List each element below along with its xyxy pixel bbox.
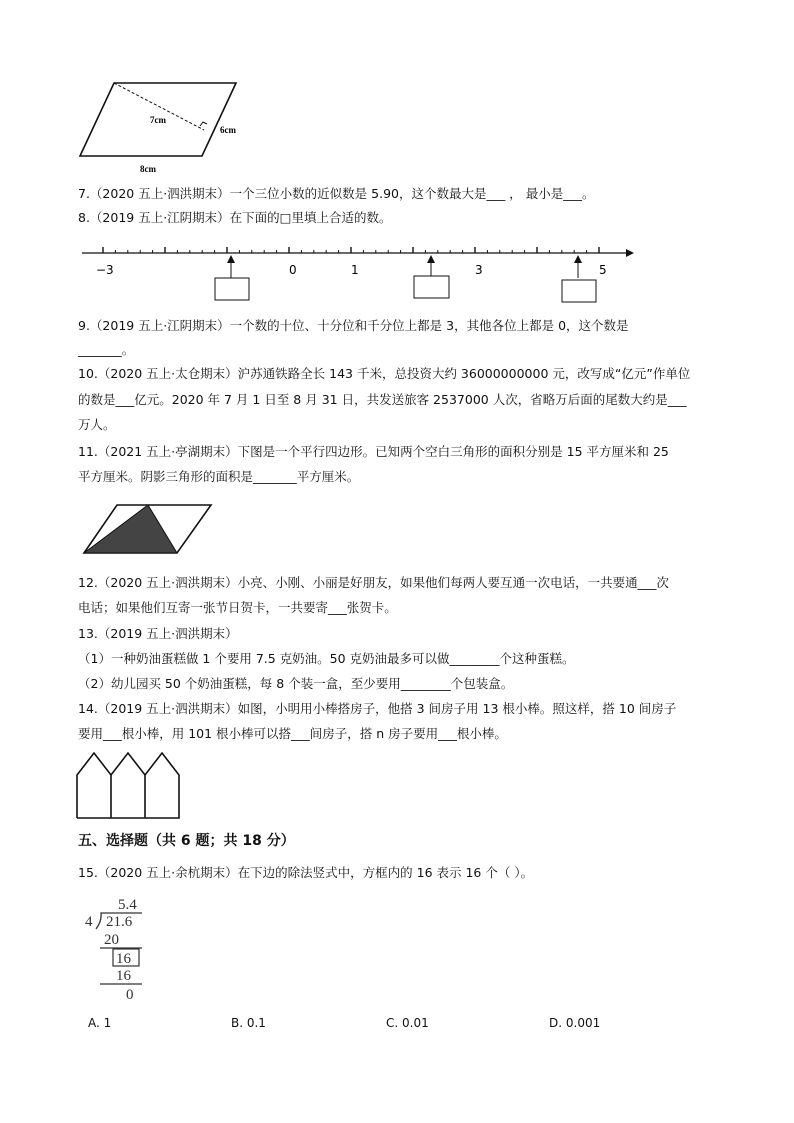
question-12-line-2: 电话；如果他们互寄一张节日贺卡，一共要寄___张贺卡。 xyxy=(78,600,397,615)
question-13-part-1: （1）一种奶油蛋糕做 1 个要用 7.5 克奶油。50 克奶油最多可以做________个这种蛋糕。 xyxy=(78,651,575,666)
right-angle-mark xyxy=(200,122,207,126)
question-12-line-1: 12.（2020 五上·泗洪期末）小亮、小刚、小丽是好朋友，如果他们每两人要互通一次电话，一共要通___次 xyxy=(78,575,669,590)
tick-label-0: 0 xyxy=(289,263,297,277)
divisor: 4 xyxy=(85,914,93,930)
shaded-parallelogram-figure xyxy=(80,502,220,557)
answer-box-2[interactable] xyxy=(414,276,449,298)
parallelogram-figure xyxy=(70,78,270,178)
choice-c[interactable]: C. 0.01 xyxy=(386,1016,429,1030)
choice-d[interactable]: D. 0.001 xyxy=(549,1016,601,1030)
choice-b[interactable]: B. 0.1 xyxy=(231,1016,266,1030)
long-division-figure xyxy=(82,893,162,1005)
question-10-line-2: 的数是___亿元。2020 年 7 月 1 日至 8 月 31 日，共发送旅客 2537000 人次，省略万后面的尾数大约是___ xyxy=(78,392,687,407)
label-diagonal: 7cm xyxy=(150,115,166,125)
boxed-number: 16 xyxy=(116,951,131,967)
tick-marks xyxy=(103,247,599,253)
quotient: 5.4 xyxy=(118,897,137,913)
question-11-line-2: 平方厘米。阴影三角形的面积是_______平方厘米。 xyxy=(78,469,360,484)
dividend: 21.6 xyxy=(106,914,133,930)
subtract-step-1: 20 xyxy=(104,932,119,948)
label-base: 8cm xyxy=(140,164,156,174)
question-9-line-1: 9.（2019 五上·江阴期末）一个数的十位、十分位和千分位上都是 3，其他各位上都是 0，这个数是 xyxy=(78,318,629,333)
question-7: 7.（2020 五上·泗洪期末）一个三位小数的近似数是 5.90，这个数最大是___ ， 最小是___。 xyxy=(78,186,595,201)
number-line xyxy=(78,236,638,308)
tick-label-neg3: −3 xyxy=(96,263,114,277)
answer-arrow-1 xyxy=(227,255,235,278)
choice-a[interactable]: A. 1 xyxy=(88,1016,112,1030)
question-10-line-3: 万人。 xyxy=(78,417,116,432)
question-10-line-1: 10.（2020 五上·太仓期末）沪苏通铁路全长 143 千米，总投资大约 36000000000 元，改写成“亿元”作单位 xyxy=(78,366,691,381)
section-5-heading: 五、选择题（共 6 题；共 18 分） xyxy=(78,833,295,849)
question-8: 8.（2019 五上·江阴期末）在下面的□里填上合适的数。 xyxy=(78,210,392,225)
question-13-part-2: （2）幼儿园买 50 个奶油蛋糕，每 8 个装一盒，至少要用________个包装盒。 xyxy=(78,676,514,691)
answer-arrow-2 xyxy=(427,255,435,278)
answer-arrow-3 xyxy=(574,255,582,278)
question-13-title: 13.（2019 五上·泗洪期末） xyxy=(78,626,238,641)
arrowhead-icon xyxy=(626,249,634,257)
tick-label-1: 1 xyxy=(351,263,359,277)
subtract-step-2: 16 xyxy=(116,968,131,984)
tick-label-3: 3 xyxy=(475,263,483,277)
remainder: 0 xyxy=(126,987,134,1003)
stick-houses xyxy=(77,753,179,818)
stick-houses-figure xyxy=(74,750,189,822)
question-14-line-2: 要用___根小棒，用 101 根小棒可以搭___间房子，搭 n 房子要用___根小棒。 xyxy=(78,726,507,741)
question-15: 15.（2020 五上·余杭期末）在下边的除法竖式中，方框内的 16 表示 16 个（ ）。 xyxy=(78,865,534,880)
question-9-line-2: _______。 xyxy=(78,342,135,357)
answer-box-1[interactable] xyxy=(215,278,249,300)
tick-label-5: 5 xyxy=(599,263,607,277)
question-14-line-1: 14.（2019 五上·泗洪期末）如图，小明用小棒搭房子，他搭 3 间房子用 13 根小棒。照这样，搭 10 间房子 xyxy=(78,701,677,716)
label-side: 6cm xyxy=(220,125,236,135)
question-11-line-1: 11.（2021 五上·亭湖期末）下图是一个平行四边形。已知两个空白三角形的面积分别是 15 平方厘米和 25 xyxy=(78,444,669,459)
answer-box-3[interactable] xyxy=(562,280,596,302)
